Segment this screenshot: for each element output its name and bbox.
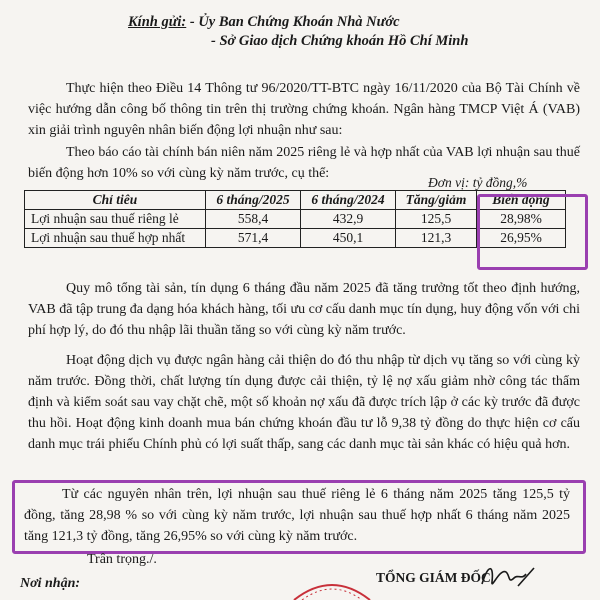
col-header-tang-giam: Tăng/giảm [396,191,477,210]
kinh-gui-label: Kính gửi: [128,14,187,30]
col-header-2025: 6 tháng/2025 [206,191,301,210]
intro-paragraph: Thực hiện theo Điều 14 Thông tư 96/2020/TT-BTC ngày 16/11/2020 của Bộ Tài Chính về việc hướng dẫn công bố thông tin trên thị trường chứng khoán. Ngân hàng TMCP Việt Á (VAB) xin giải trình nguyên nhân biến động lợi nhuận như sau: [28,81,580,138]
cell-value: 558,4 [206,210,301,229]
cell-value: 571,4 [206,229,301,248]
stamp-icon [292,574,372,600]
col-header-bien-dong: Biến động [477,191,566,210]
col-header-2024: 6 tháng/2024 [301,191,396,210]
col-header-chi-tieu: Chỉ tiêu [25,191,206,210]
conclusion-paragraph: Từ các nguyên nhân trên, lợi nhuận sau thuế riêng lẻ 6 tháng năm 2025 tăng 125,5 tỷ đồng, tăng 28,98 % so với cùng kỳ năm trước, lợi nhuận sau thuế hợp nhất 6 tháng năm 2025 tăng 121,3 tỷ đồng, tăng 26,95% so với cùng kỳ năm trước. [24,487,570,544]
closing-text: Trân trọng./. [87,552,157,567]
cell-value: 26,95% [477,229,566,248]
recipient-1: - Ủy Ban Chứng Khoán Nhà Nước [189,14,400,30]
unit-note: Đơn vị: tỷ đồng,% [428,175,528,190]
highlight-box-bien-dong [477,194,588,270]
cell-value: 125,5 [396,210,477,229]
signature-icon [478,560,538,594]
credit-paragraph: Quy mô tổng tài sản, tín dụng 6 tháng đầu năm 2025 đã tăng trưởng tốt theo định hướng, VAB đã tập trung đa dạng hóa khách hàng, tối ưu cơ cấu danh mục tín dụng, huy động vốn với chi phí hợp lý, do đó thu nhập lãi thuần tăng so với cùng kỳ năm trước. [28,281,580,338]
cell-value: 28,98% [477,210,566,229]
noi-nhan-label: Nơi nhận: [20,576,81,591]
signer-title: TỔNG GIÁM ĐỐC [376,570,491,585]
highlight-box-conclusion [12,480,586,554]
cell-value: 432,9 [301,210,396,229]
report-paragraph: Theo báo cáo tài chính bán niên năm 2025 riêng lẻ và hợp nhất của VAB lợi nhuận sau thuế biến động hơn 10% so với cùng kỳ năm trước, cụ thể: [28,145,580,181]
recipient-2: - Sở Giao dịch Chứng khoán Hồ Chí Minh [211,33,469,49]
row-label: Lợi nhuận sau thuế riêng lẻ [25,210,206,229]
recipient-block [128,14,468,50]
services-paragraph: Hoạt động dịch vụ được ngân hàng cải thiện do đó thu nhập từ dịch vụ tăng so với cùng kỳ năm trước. Đồng thời, chất lượng tín dụng được cải thiện, tỷ lệ nợ xấu giảm nhờ công tác thẩm định và kiểm soát sau vay chặt chẽ, một số khoản nợ xấu đã được trích lập ở các kỳ trước đã được thu hồi. Hoạt động kinh doanh mua bán chứng khoán đầu tư lỗ 9,38 tỷ đồng do thực hiện cơ cấu danh mục trái phiếu Chính phủ có lợi suất thấp, sang các danh mục tài sản khác có hiệu quả hơn. [28,353,580,452]
cell-value: 121,3 [396,229,477,248]
cell-value: 450,1 [301,229,396,248]
row-label: Lợi nhuận sau thuế hợp nhất [25,229,206,248]
